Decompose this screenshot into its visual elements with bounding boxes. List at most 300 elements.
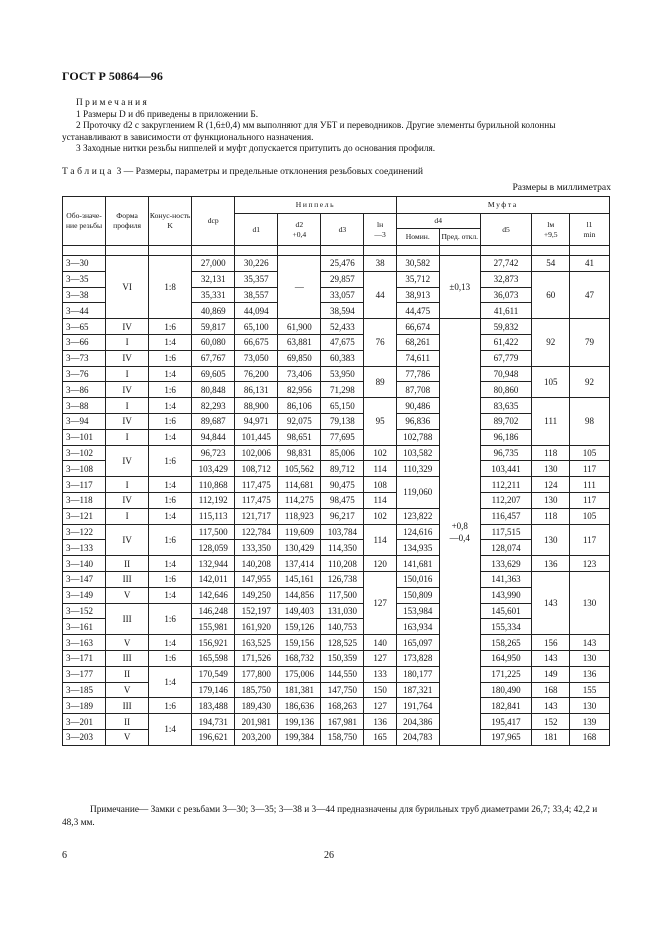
cell-designation: 3—38 [63, 287, 106, 303]
header-d1: d1 [235, 214, 278, 246]
cell-d-cp: 117,500 [192, 524, 235, 540]
cell-d1: 73,050 [235, 350, 278, 366]
cell-d5: 41,611 [480, 303, 532, 319]
table-row [63, 556, 610, 572]
cell-profile: III [106, 571, 149, 587]
cell-d-cp: 89,687 [192, 413, 235, 429]
cell-d2: 144,856 [278, 587, 321, 603]
cell-d3: 65,150 [321, 398, 364, 414]
cell-taper-merged: 1:6 [149, 524, 192, 556]
cell-d2: 149,403 [278, 603, 321, 619]
cell-d1: 102,006 [235, 445, 278, 461]
cell-d5: 27,742 [480, 256, 532, 272]
header-d2 [278, 214, 321, 246]
cell-lm-merged: 105 [532, 366, 570, 398]
cell-d5: 195,417 [480, 714, 532, 730]
table-row [63, 571, 610, 587]
cell-taper: 1:4 [149, 429, 192, 445]
cell-d4-tolerance-merged: ±0,13 [439, 256, 480, 319]
cell-l1: 41 [570, 256, 610, 272]
cell-l1-merged: 117 [570, 524, 610, 556]
cell-d5: 36,073 [480, 287, 532, 303]
cell-d2: 159,156 [278, 635, 321, 651]
cell-lm: 130 [532, 492, 570, 508]
cell-l1-merged: 92 [570, 366, 610, 398]
cell-profile: V [106, 682, 149, 698]
cell-d5: 59,832 [480, 319, 532, 335]
cell-ln: 114 [364, 461, 396, 477]
note-1: 1 Размеры D и d6 приведены в приложении Б. [76, 109, 259, 120]
cell-designation: 3—101 [63, 429, 106, 445]
cell-d-cp: 142,011 [192, 571, 235, 587]
cell-d2: 114,681 [278, 477, 321, 493]
header-taper: Конус-ность K [149, 197, 192, 246]
cell-d5: 80,860 [480, 382, 532, 398]
cell-taper: 1:4 [149, 556, 192, 572]
cell-d5: 182,841 [480, 698, 532, 714]
cell-d3: 60,383 [321, 350, 364, 366]
cell-d1: 185,750 [235, 682, 278, 698]
cell-d4-nominal: 153,984 [396, 603, 439, 619]
cell-lm: 156 [532, 635, 570, 651]
cell-d2: 145,161 [278, 571, 321, 587]
cell-d-cp: 94,844 [192, 429, 235, 445]
cell-d-cp: 80,848 [192, 382, 235, 398]
cell-taper: 1:4 [149, 398, 192, 414]
cell-profile-merged: VI [106, 256, 149, 319]
cell-profile: V [106, 729, 149, 745]
cell-l1-merged: 130 [570, 571, 610, 634]
cell-profile: II [106, 556, 149, 572]
cell-d5: 103,441 [480, 461, 532, 477]
cell-l1: 130 [570, 698, 610, 714]
cell-d4-nominal: 204,386 [396, 714, 439, 730]
cell-d5: 96,735 [480, 445, 532, 461]
cell-profile: I [106, 334, 149, 350]
cell-d-cp: 165,598 [192, 650, 235, 666]
cell-d1: 171,526 [235, 650, 278, 666]
cell-profile: I [106, 429, 149, 445]
cell-d-cp: 115,113 [192, 508, 235, 524]
cell-profile: III [106, 698, 149, 714]
cell-designation: 3—118 [63, 492, 106, 508]
cell-d1: 161,920 [235, 619, 278, 635]
cell-d-cp: 35,331 [192, 287, 235, 303]
cell-taper: 1:6 [149, 319, 192, 335]
cell-d-cp: 155,981 [192, 619, 235, 635]
cell-d5: 96,186 [480, 429, 532, 445]
cell-profile: I [106, 508, 149, 524]
header-lm-tolerance: +9,5 [543, 229, 558, 239]
cell-d1: 76,200 [235, 366, 278, 382]
cell-d5: 171,225 [480, 666, 532, 682]
cell-d4-nominal: 103,582 [396, 445, 439, 461]
header-d2-tolerance: +0,4 [292, 229, 307, 239]
cell-d5: 112,207 [480, 492, 532, 508]
table-row [63, 334, 610, 350]
cell-d2: 86,106 [278, 398, 321, 414]
cell-designation: 3—102 [63, 445, 106, 461]
cell-d1: 94,971 [235, 413, 278, 429]
cell-designation: 3—73 [63, 350, 106, 366]
header-coupling: Муфта [396, 197, 609, 214]
cell-d-cp: 67,767 [192, 350, 235, 366]
cell-d-cp: 183,488 [192, 698, 235, 714]
cell-taper-merged: 1:4 [149, 666, 192, 698]
cell-l1: 111 [570, 477, 610, 493]
cell-ln: 114 [364, 492, 396, 508]
cell-taper: 1:4 [149, 635, 192, 651]
cell-l1: 139 [570, 714, 610, 730]
cell-lm-merged: 92 [532, 319, 570, 366]
note-2: 2 Проточку d2 с закруглением R (1,6±0,4) мм выполняют для УБТ и переводников. Другие элементы бурильной колонны устанавливают в зависимости от функционального назначения. [62, 121, 556, 143]
cell-d-cp: 40,869 [192, 303, 235, 319]
cell-d5: 89,702 [480, 413, 532, 429]
cell-d3: 47,675 [321, 334, 364, 350]
cell-d-cp: 96,723 [192, 445, 235, 461]
cell-d1: 147,955 [235, 571, 278, 587]
cell-lm: 143 [532, 698, 570, 714]
cell-d-cp: 179,146 [192, 682, 235, 698]
cell-d-cp: 69,605 [192, 366, 235, 382]
cell-d3: 52,433 [321, 319, 364, 335]
cell-d4-nominal: 66,674 [396, 319, 439, 335]
cell-profile: IV [106, 350, 149, 366]
cell-taper-merged: 1:8 [149, 256, 192, 319]
cell-l1: 130 [570, 650, 610, 666]
cell-profile: I [106, 398, 149, 414]
cell-d3: 167,981 [321, 714, 364, 730]
cell-d5: 70,948 [480, 366, 532, 382]
cell-d3: 168,263 [321, 698, 364, 714]
cell-d1: 140,208 [235, 556, 278, 572]
cell-ln: 127 [364, 650, 396, 666]
cell-profile: IV [106, 492, 149, 508]
cell-d4-nominal: 141,681 [396, 556, 439, 572]
cell-designation: 3—30 [63, 256, 106, 272]
cell-d4-nominal: 44,475 [396, 303, 439, 319]
cell-d3: 89,712 [321, 461, 364, 477]
table-row [63, 445, 610, 461]
cell-l1: 136 [570, 666, 610, 682]
note-3: 3 Заходные нитки резьбы ниппелей и муфт допускается притупить до основания профиля. [76, 144, 436, 155]
cell-d2: 118,923 [278, 508, 321, 524]
header-ln-symbol: lн [376, 219, 384, 229]
cell-d3: 140,753 [321, 619, 364, 635]
cell-taper-merged: 1:4 [149, 714, 192, 746]
cell-ln-merged: 114 [364, 524, 396, 556]
cell-d5: 128,074 [480, 540, 532, 556]
cell-d5: 67,779 [480, 350, 532, 366]
cell-lm: 136 [532, 556, 570, 572]
cell-d2: 73,406 [278, 366, 321, 382]
cell-d-cp: 103,429 [192, 461, 235, 477]
d4-tolerance-upper: +0,8 [451, 520, 468, 531]
cell-ln-merged: 44 [364, 271, 396, 318]
cell-d5: 143,990 [480, 587, 532, 603]
header-l1 [570, 214, 610, 246]
cell-designation: 3—66 [63, 334, 106, 350]
cell-d3: 126,738 [321, 571, 364, 587]
cell-d2: 63,881 [278, 334, 321, 350]
header-l1-tolerance: min [583, 229, 596, 239]
cell-d1: 152,197 [235, 603, 278, 619]
header-d4-tolerance: Пред. откл. [439, 229, 480, 246]
cell-l1: 143 [570, 635, 610, 651]
cell-d3: 131,030 [321, 603, 364, 619]
table-row [63, 698, 610, 714]
cell-designation: 3—149 [63, 587, 106, 603]
cell-d5: 141,363 [480, 571, 532, 587]
table-row [63, 429, 610, 445]
cell-taper-merged: 1:6 [149, 603, 192, 635]
cell-ln-merged: 76 [364, 319, 396, 366]
cell-d4-nominal: 38,913 [396, 287, 439, 303]
cell-d1: 177,800 [235, 666, 278, 682]
cell-d5: 61,422 [480, 334, 532, 350]
cell-profile-merged: III [106, 603, 149, 635]
cell-taper: 1:6 [149, 650, 192, 666]
cell-d1: 121,717 [235, 508, 278, 524]
cell-d4-nominal: 180,177 [396, 666, 439, 682]
cell-d1: 149,250 [235, 587, 278, 603]
cell-d2: 199,136 [278, 714, 321, 730]
cell-taper: 1:4 [149, 334, 192, 350]
cell-d1: 30,226 [235, 256, 278, 272]
cell-d3: 103,784 [321, 524, 364, 540]
cell-taper: 1:6 [149, 382, 192, 398]
cell-d3: 114,350 [321, 540, 364, 556]
cell-designation: 3—133 [63, 540, 106, 556]
table-row [63, 635, 610, 651]
cell-d4-nominal: 204,783 [396, 729, 439, 745]
cell-lm: 152 [532, 714, 570, 730]
table-note: Примечание— Замки с резьбами 3—30; 3—35; 3—38 и 3—44 предназначены для бурильных труб диаметрами 26,7; 33,4; 42,2 и 48,3 мм. [62, 805, 598, 828]
cell-d2: 130,429 [278, 540, 321, 556]
cell-ln-merged: 95 [364, 398, 396, 445]
cell-d2: 82,956 [278, 382, 321, 398]
cell-d4-nominal: 150,809 [396, 587, 439, 603]
cell-d4-nominal: 110,329 [396, 461, 439, 477]
cell-l1: 117 [570, 492, 610, 508]
cell-d1: 38,557 [235, 287, 278, 303]
cell-designation: 3—201 [63, 714, 106, 730]
cell-ln: 120 [364, 556, 396, 572]
cell-d-cp: 59,817 [192, 319, 235, 335]
cell-d5: 180,490 [480, 682, 532, 698]
cell-taper: 1:6 [149, 571, 192, 587]
cell-taper-merged: 1:6 [149, 445, 192, 477]
table-row [63, 413, 610, 429]
cell-lm: 118 [532, 445, 570, 461]
cell-profile: II [106, 714, 149, 730]
cell-designation: 3—65 [63, 319, 106, 335]
cell-designation: 3—117 [63, 477, 106, 493]
table-caption-text: 3 — Размеры, параметры и предельные отклонения резьбовых соединений [116, 166, 423, 177]
cell-taper: 1:6 [149, 413, 192, 429]
table-row [63, 729, 610, 745]
header-ln-tolerance: —3 [374, 229, 386, 239]
table-row [63, 477, 610, 493]
cell-d-cp: 194,731 [192, 714, 235, 730]
table-row [63, 524, 610, 540]
cell-d4-nominal-merged: 119,060 [396, 477, 439, 509]
cell-ln: 165 [364, 729, 396, 745]
cell-designation: 3—121 [63, 508, 106, 524]
cell-lm: 130 [532, 461, 570, 477]
cell-d2: 181,381 [278, 682, 321, 698]
header-d-cp: dср [192, 197, 235, 246]
cell-d4-nominal: 96,836 [396, 413, 439, 429]
header-d3: d3 [321, 214, 364, 246]
cell-lm: 124 [532, 477, 570, 493]
cell-d3: 150,359 [321, 650, 364, 666]
cell-d4-nominal: 173,828 [396, 650, 439, 666]
table-row [63, 398, 610, 414]
cell-d4-tolerance-merged [439, 319, 480, 746]
header-profile: Форма профиля [106, 197, 149, 246]
cell-lm: 168 [532, 682, 570, 698]
table-row [63, 382, 610, 398]
cell-lm: 54 [532, 256, 570, 272]
cell-ln: 150 [364, 682, 396, 698]
cell-l1-merged: 79 [570, 319, 610, 366]
cell-d1: 133,350 [235, 540, 278, 556]
cell-d4-nominal: 35,712 [396, 271, 439, 287]
cell-d3: 96,217 [321, 508, 364, 524]
cell-d5: 155,334 [480, 619, 532, 635]
cell-d3: 144,550 [321, 666, 364, 682]
cell-taper: 1:6 [149, 698, 192, 714]
cell-taper: 1:4 [149, 587, 192, 603]
cell-l1: 117 [570, 461, 610, 477]
cell-profile: III [106, 650, 149, 666]
cell-lm: 143 [532, 650, 570, 666]
cell-lm-merged: 60 [532, 271, 570, 318]
header-lm-symbol: lм [547, 219, 555, 229]
cell-lm: 149 [532, 666, 570, 682]
cell-l1: 155 [570, 682, 610, 698]
cell-d1: 65,100 [235, 319, 278, 335]
cell-designation: 3—76 [63, 366, 106, 382]
cell-d3: 38,594 [321, 303, 364, 319]
table-row [63, 587, 610, 603]
header-ln [364, 214, 396, 246]
cell-d4-nominal: 134,935 [396, 540, 439, 556]
cell-designation: 3—152 [63, 603, 106, 619]
header-d5: d5 [480, 214, 532, 246]
cell-d4-nominal: 74,611 [396, 350, 439, 366]
cell-d5: 117,515 [480, 524, 532, 540]
cell-d2: 69,850 [278, 350, 321, 366]
table-row [63, 350, 610, 366]
units-label: Размеры в миллиметрах [512, 182, 611, 193]
cell-d1: 44,094 [235, 303, 278, 319]
cell-d5: 164,950 [480, 650, 532, 666]
page-number-center: 26 [324, 850, 334, 861]
cell-d-cp: 156,921 [192, 635, 235, 651]
cell-l1: 123 [570, 556, 610, 572]
cell-d-cp: 82,293 [192, 398, 235, 414]
header-d2-symbol: d2 [295, 219, 304, 229]
table-row [63, 682, 610, 698]
cell-designation: 3—177 [63, 666, 106, 682]
cell-d4-nominal: 191,764 [396, 698, 439, 714]
cell-d3: 85,006 [321, 445, 364, 461]
cell-ln: 102 [364, 445, 396, 461]
cell-ln: 127 [364, 698, 396, 714]
cell-d2: 186,636 [278, 698, 321, 714]
cell-d4-nominal: 165,097 [396, 635, 439, 651]
cell-d2: 175,006 [278, 666, 321, 682]
cell-d3: 128,525 [321, 635, 364, 651]
table-row [63, 508, 610, 524]
cell-d-cp: 128,059 [192, 540, 235, 556]
cell-lm: 118 [532, 508, 570, 524]
cell-d2: 61,900 [278, 319, 321, 335]
notes-top [62, 98, 610, 156]
table-row [63, 666, 610, 682]
cell-d2: 98,831 [278, 445, 321, 461]
cell-d4-nominal: 123,822 [396, 508, 439, 524]
cell-d5: 133,629 [480, 556, 532, 572]
cell-profile-merged: IV [106, 445, 149, 477]
cell-d5: 145,601 [480, 603, 532, 619]
cell-d5: 158,265 [480, 635, 532, 651]
cell-designation: 3—163 [63, 635, 106, 651]
cell-d1: 189,430 [235, 698, 278, 714]
cell-d2: 92,075 [278, 413, 321, 429]
cell-d1: 122,784 [235, 524, 278, 540]
cell-designation: 3—35 [63, 271, 106, 287]
cell-d1: 108,712 [235, 461, 278, 477]
cell-d2: 105,562 [278, 461, 321, 477]
cell-d1: 101,445 [235, 429, 278, 445]
cell-l1: 168 [570, 729, 610, 745]
cell-d4-nominal: 30,582 [396, 256, 439, 272]
table-row [63, 492, 610, 508]
cell-d3: 71,298 [321, 382, 364, 398]
cell-d4-nominal: 163,934 [396, 619, 439, 635]
cell-designation: 3—140 [63, 556, 106, 572]
cell-taper: 1:6 [149, 492, 192, 508]
cell-designation: 3—86 [63, 382, 106, 398]
cell-d2: 98,651 [278, 429, 321, 445]
cell-d3: 98,475 [321, 492, 364, 508]
cell-designation: 3—147 [63, 571, 106, 587]
cell-d1: 66,675 [235, 334, 278, 350]
table-row [63, 603, 610, 619]
cell-d3: 79,138 [321, 413, 364, 429]
cell-d3: 25,476 [321, 256, 364, 272]
cell-l1: 105 [570, 508, 610, 524]
cell-l1-merged: 98 [570, 398, 610, 445]
cell-d5: 112,211 [480, 477, 532, 493]
header-nipple: Ниппель [235, 197, 396, 214]
cell-ln-merged: 89 [364, 366, 396, 398]
table-gap-row [63, 246, 610, 256]
cell-d-cp: 146,248 [192, 603, 235, 619]
cell-d3: 33,057 [321, 287, 364, 303]
cell-d4-nominal: 187,321 [396, 682, 439, 698]
cell-d4-nominal: 87,708 [396, 382, 439, 398]
cell-profile: I [106, 366, 149, 382]
cell-d1: 88,900 [235, 398, 278, 414]
cell-d-cp: 196,621 [192, 729, 235, 745]
cell-ln: 108 [364, 477, 396, 493]
thread-dimensions-table [62, 196, 610, 746]
cell-lm-merged: 143 [532, 571, 570, 634]
